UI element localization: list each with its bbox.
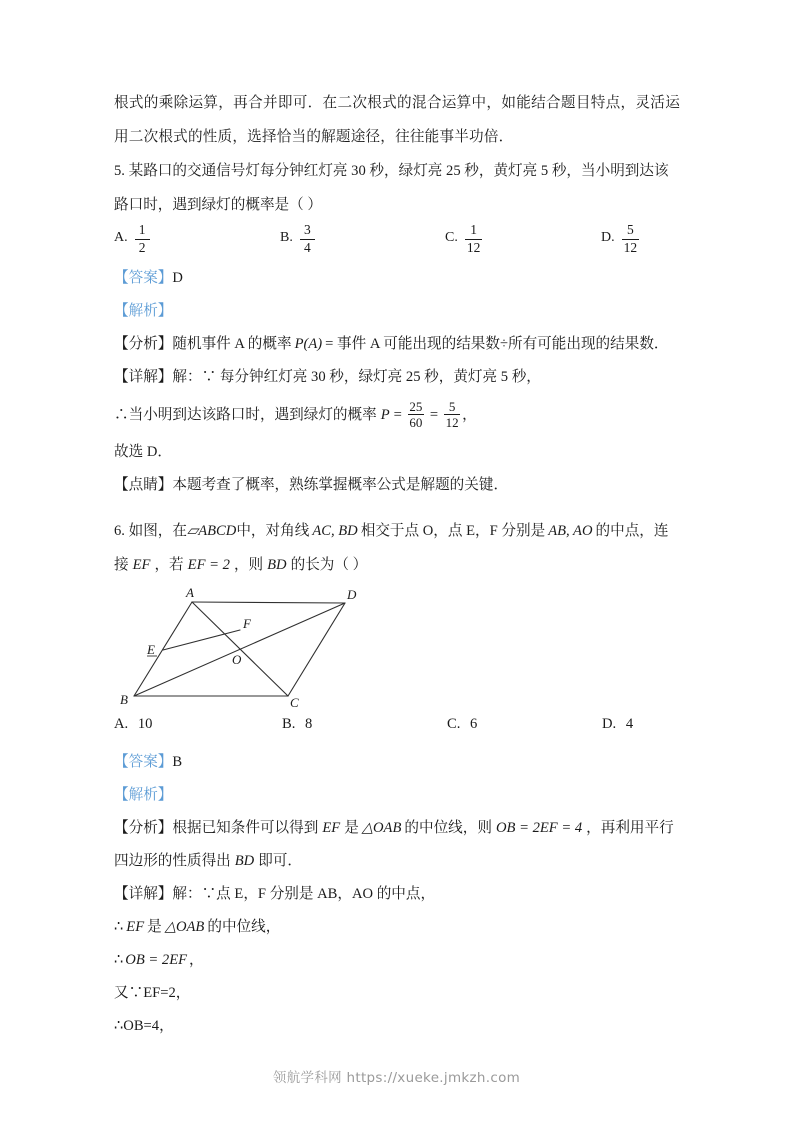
option-d-fraction (622, 223, 640, 255)
parallelogram-figure (114, 588, 680, 716)
xiangjie-l2-c: 的中位线， (207, 919, 281, 935)
question-5-conclusion: 故选 D． (114, 444, 172, 460)
stem2-text-d: 的长为（ ） (290, 557, 368, 573)
stem2-text-b: ，若 (154, 557, 184, 573)
answer-value: D (172, 270, 183, 286)
option-c-label: C. (445, 230, 458, 246)
option-b-numerator: 3 (303, 222, 311, 237)
question-5-stem (114, 154, 680, 222)
xiangjie-tag: 【详解】 (114, 369, 173, 385)
option-c[interactable] (445, 222, 482, 254)
q6-option-d-value: 4 (625, 716, 634, 732)
dianjing-text: 本题考查了概率，熟练掌握概率公式是解题的关键． (172, 477, 509, 493)
option-a-denominator: 2 (138, 239, 146, 255)
q6-option-d[interactable] (602, 716, 633, 733)
probability-variable: P (380, 407, 390, 423)
fenxi-ef: EF (322, 820, 341, 836)
xiangjie-tag: 【详解】 (114, 886, 173, 902)
section-spacer (114, 502, 680, 514)
segment-EF (163, 630, 240, 650)
fenxi-text-d: ，再利用平行 (586, 820, 674, 836)
question-6-analysis-tag (114, 779, 680, 812)
intro-paragraph: 根式的乘除运算，再合并即可．在二次根式的混合运算中，如能结合题目特点，灵活运用二次根式的性质，选择恰当的解题途径，往往能事半功倍． (114, 95, 680, 145)
equals-sign-2: = (429, 407, 439, 423)
xiangjie-line-1: 解：∵ 每分钟红灯亮 30 秒，绿灯亮 25 秒，黄灯亮 5 秒， (172, 369, 541, 385)
fraction-denominator: 60 (409, 415, 423, 431)
question-5-number: 5. (114, 163, 125, 179)
option-a-fraction (135, 223, 150, 255)
footer-watermark: 领航学科网 https://xueke.jmkzh.com (272, 1070, 521, 1086)
stem2-text-c: ，则 (233, 557, 264, 573)
parallelogram-abcd: ▱ABCD (187, 523, 237, 539)
ef-equation: EF = 2 (187, 557, 230, 573)
fenxi-ob-equation: OB = 2EF = 4 (495, 820, 583, 836)
stem2-text-a: 接 (114, 557, 129, 573)
label-A: A (186, 588, 194, 600)
question-6-answer (114, 746, 680, 779)
option-d[interactable] (601, 222, 639, 254)
question-6-stem-line2 (114, 548, 680, 582)
option-b[interactable] (280, 222, 315, 254)
fenxi-line2-a: 四边形的性质得出 (114, 853, 231, 869)
answer-tag: 【答案】 (114, 754, 173, 770)
side-AD (192, 602, 345, 603)
question-6-options (114, 716, 680, 746)
side-AB (134, 602, 192, 696)
option-a-numerator: 1 (138, 222, 146, 237)
fraction-25-60 (408, 400, 424, 430)
xiangjie-l2-b: 是 (147, 919, 162, 935)
analysis-tag: 【解析】 (114, 787, 173, 803)
label-O: O (232, 652, 242, 667)
xiangjie-l2-ef: EF (126, 919, 145, 935)
fraction-5-12 (444, 400, 460, 430)
label-F: F (243, 616, 251, 631)
option-a-label: A. (114, 230, 128, 246)
option-d-denominator: 12 (623, 239, 638, 255)
q6-option-c-label: C. (447, 716, 461, 732)
label-D: D (347, 588, 357, 602)
answer-value: B (172, 754, 183, 770)
xiangjie-l2-a: ∴ (114, 919, 124, 935)
document-content (114, 86, 680, 1043)
q6-option-b-label: B. (282, 716, 296, 732)
fenxi-text-c: 的中位线，则 (404, 820, 492, 836)
question-5-xiangjie-line1 (114, 361, 680, 394)
xiangjie-l3-a: ∴ (114, 952, 124, 968)
fenxi-text-1: 随机事件 A 的概率 (172, 336, 292, 352)
q6-option-a[interactable] (114, 716, 152, 733)
figure-strokes (134, 602, 345, 696)
xiangjie-l3-ob: OB = 2EF (125, 952, 188, 968)
parallelogram-diagram-svg (114, 588, 680, 716)
question-6-number: 6. (114, 523, 125, 539)
xiangjie-line-2-pre: ∴当小明到达该路口时，遇到绿灯的概率 (114, 407, 377, 423)
question-6-xiangjie-line3 (114, 944, 680, 977)
q6-option-b[interactable] (282, 716, 312, 733)
label-C: C (290, 695, 299, 710)
segments-label: AB, AO (548, 523, 593, 539)
dianjing-tag: 【点睛】 (114, 477, 173, 493)
equals-sign-1: = (393, 407, 402, 423)
fenxi-line2-bd: BD (234, 853, 255, 869)
fenxi-tag: 【分析】 (114, 336, 173, 352)
diagonals-label: AC, BD (312, 523, 358, 539)
question-5-options (114, 222, 680, 262)
stem-text-b: 中，对角线 (236, 523, 310, 539)
option-c-numerator: 1 (470, 222, 477, 237)
fraction-numerator: 25 (409, 398, 423, 414)
question-6 (114, 514, 680, 1043)
question-6-xiangjie-line4: 又∵EF=2， (114, 985, 191, 1001)
question-5-answer (114, 262, 680, 295)
option-c-fraction (465, 223, 483, 255)
option-b-denominator: 4 (303, 239, 311, 255)
question-6-xiangjie-line1 (114, 878, 680, 911)
side-DC (288, 603, 345, 696)
fenxi-text-b: 是 (344, 820, 359, 836)
xiangjie-line-1: 解：∵点 E，F 分别是 AB，AO 的中点， (172, 886, 436, 902)
question-5-stem-text: 某路口的交通信号灯每分钟红灯亮 30 秒，绿灯亮 25 秒，黄灯亮 5 秒，当小明到达该路口时，遇到绿灯的概率是（ ） (114, 163, 669, 213)
fraction-numerator: 5 (448, 398, 456, 414)
question-6-fenxi-line2 (114, 845, 680, 878)
question-6-xiangjie-line5: ∴OB=4， (114, 1018, 174, 1034)
q6-option-a-value: 10 (137, 716, 153, 732)
option-b-label: B. (280, 230, 293, 246)
stem-text-c: 相交于点 O，点 E，F 分别是 (360, 523, 546, 539)
stem-text-a: 如图，在 (128, 523, 187, 539)
option-d-label: D. (601, 230, 615, 246)
fenxi-tag: 【分析】 (114, 820, 173, 836)
label-B: B (120, 692, 128, 707)
label-E: E (147, 642, 155, 657)
option-d-numerator: 5 (627, 222, 634, 237)
question-5-analysis-tag (114, 295, 680, 328)
q6-option-d-label: D. (602, 716, 617, 732)
xiangjie-l3-b: ， (189, 952, 204, 968)
question-6-fenxi-line1 (114, 812, 680, 845)
question-5-dianjing (114, 469, 680, 502)
fenxi-text-2: = 事件 A 可能出现的结果数÷所有可能出现的结果数． (325, 336, 669, 352)
bd-label: BD (267, 557, 287, 573)
question-5 (114, 154, 680, 502)
option-b-fraction (300, 223, 315, 255)
fenxi-line2-b: 即可． (258, 853, 303, 869)
xiangjie-line-2-post: ， (462, 407, 477, 423)
question-6-stem-line1 (114, 514, 680, 548)
xiangjie-l2-triangle: △OAB (164, 919, 205, 935)
fenxi-text-a: 根据已知条件可以得到 (172, 820, 319, 836)
answer-tag: 【答案】 (114, 270, 173, 286)
question-5-fenxi (114, 328, 680, 361)
q6-option-c-value: 6 (470, 716, 478, 732)
option-a[interactable] (114, 222, 150, 254)
option-c-denominator: 12 (466, 239, 481, 255)
fenxi-triangle-oab: △OAB (361, 820, 402, 836)
q6-option-a-label: A. (114, 716, 129, 732)
analysis-tag: 【解析】 (114, 303, 173, 319)
ef-label: EF (132, 557, 151, 573)
q6-option-b-value: 8 (305, 716, 313, 732)
figure-labels (120, 588, 357, 710)
fenxi-math: P(A) (294, 336, 323, 352)
q6-option-c[interactable] (447, 716, 477, 733)
question-6-xiangjie-line2 (114, 911, 680, 944)
stem-text-d: 的中点，连 (595, 523, 669, 539)
question-5-xiangjie-line2 (114, 394, 680, 436)
fraction-denominator: 12 (445, 415, 459, 431)
